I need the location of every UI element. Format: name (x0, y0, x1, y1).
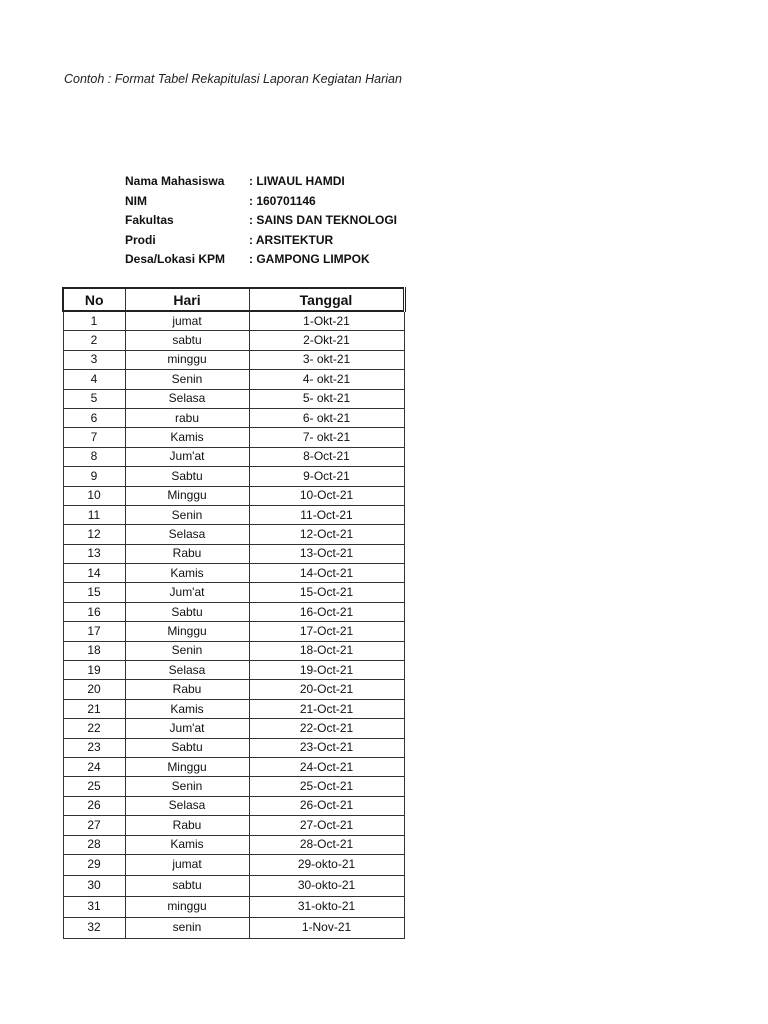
cell-hari: Minggu (125, 486, 249, 505)
cell-hari: Minggu (125, 622, 249, 641)
student-info (125, 172, 404, 270)
cell-no: 11 (63, 505, 125, 524)
info-label: Fakultas (125, 213, 174, 227)
cell-tanggal: 26-Oct-21 (249, 796, 404, 815)
cell-no: 9 (63, 467, 125, 486)
cell-hari: rabu (125, 408, 249, 427)
cell-no: 27 (63, 816, 125, 835)
table-row (63, 602, 404, 621)
cell-hari: Jum'at (125, 583, 249, 602)
cell-no: 7 (63, 428, 125, 447)
cell-hari: Sabtu (125, 467, 249, 486)
cell-no: 10 (63, 486, 125, 505)
info-value: : 160701146 (249, 193, 316, 208)
info-row-lokasi (125, 250, 404, 270)
cell-hari: senin (125, 917, 249, 938)
cell-tanggal: 18-Oct-21 (249, 641, 404, 660)
cell-tanggal: 22-Oct-21 (249, 719, 404, 738)
cell-tanggal: 16-Oct-21 (249, 602, 404, 621)
cell-tanggal: 7- okt-21 (249, 428, 404, 447)
cell-no: 12 (63, 525, 125, 544)
cell-tanggal: 23-Oct-21 (249, 738, 404, 757)
cell-hari: Minggu (125, 757, 249, 776)
cell-no: 32 (63, 917, 125, 938)
cell-no: 20 (63, 680, 125, 699)
cell-tanggal: 4- okt-21 (249, 370, 404, 389)
table-row (63, 757, 404, 776)
cell-no: 5 (63, 389, 125, 408)
table-row (63, 854, 404, 875)
cell-no: 15 (63, 583, 125, 602)
cell-hari: Rabu (125, 544, 249, 563)
cell-tanggal: 6- okt-21 (249, 408, 404, 427)
cell-tanggal: 13-Oct-21 (249, 544, 404, 563)
cell-tanggal: 12-Oct-21 (249, 525, 404, 544)
table-row (63, 486, 404, 505)
cell-no: 2 (63, 331, 125, 350)
cell-tanggal: 14-Oct-21 (249, 564, 404, 583)
table-row (63, 738, 404, 757)
table-row (63, 816, 404, 835)
table-row (63, 583, 404, 602)
info-label: NIM (125, 193, 147, 208)
cell-tanggal: 1-Nov-21 (249, 917, 404, 938)
cell-no: 29 (63, 854, 125, 875)
cell-hari: Rabu (125, 816, 249, 835)
info-row-nama (125, 172, 404, 192)
cell-hari: Kamis (125, 428, 249, 447)
cell-hari: Jum'at (125, 447, 249, 466)
cell-hari: minggu (125, 896, 249, 917)
cell-no: 14 (63, 564, 125, 583)
cell-tanggal: 20-Oct-21 (249, 680, 404, 699)
cell-hari: Senin (125, 370, 249, 389)
cell-no: 23 (63, 738, 125, 757)
cell-tanggal: 29-okto-21 (249, 854, 404, 875)
table-row (63, 370, 404, 389)
info-value: : ARSITEKTUR (249, 232, 334, 247)
cell-no: 21 (63, 699, 125, 718)
cell-no: 25 (63, 777, 125, 796)
table-row (63, 680, 404, 699)
table-row (63, 564, 404, 583)
cell-tanggal: 31-okto-21 (249, 896, 404, 917)
cell-hari: Sabtu (125, 602, 249, 621)
table-row (63, 896, 404, 917)
cell-no: 16 (63, 602, 125, 621)
info-value: : LIWAUL HAMDI (249, 174, 345, 188)
cell-hari: jumat (125, 854, 249, 875)
table-row (63, 641, 404, 660)
cell-hari: Sabtu (125, 738, 249, 757)
cell-tanggal: 27-Oct-21 (249, 816, 404, 835)
info-value: : SAINS DAN TEKNOLOGI (249, 213, 398, 227)
cell-tanggal: 5- okt-21 (249, 389, 404, 408)
cell-hari: sabtu (125, 331, 249, 350)
cell-hari: Senin (125, 641, 249, 660)
header-tanggal: Tanggal (249, 288, 404, 311)
table-row (63, 544, 404, 563)
table-row (63, 622, 404, 641)
table-row (63, 350, 404, 369)
cell-no: 26 (63, 796, 125, 815)
cell-hari: Senin (125, 777, 249, 796)
cell-hari: Selasa (125, 661, 249, 680)
table-row (63, 505, 404, 524)
cell-no: 6 (63, 408, 125, 427)
cell-tanggal: 19-Oct-21 (249, 661, 404, 680)
table-header-row (63, 288, 404, 311)
table-row (63, 428, 404, 447)
cell-no: 13 (63, 544, 125, 563)
cell-hari: Kamis (125, 699, 249, 718)
table-row (63, 389, 404, 408)
cell-hari: Rabu (125, 680, 249, 699)
table-row (63, 408, 404, 427)
table-row (63, 699, 404, 718)
cell-tanggal: 11-Oct-21 (249, 505, 404, 524)
header-hari: Hari (125, 288, 249, 311)
table-body (63, 311, 404, 938)
cell-tanggal: 28-Oct-21 (249, 835, 404, 854)
table-row (63, 796, 404, 815)
cell-no: 22 (63, 719, 125, 738)
table-row (63, 447, 404, 466)
rekap-table (62, 287, 406, 939)
cell-hari: jumat (125, 311, 249, 331)
cell-tanggal: 8-Oct-21 (249, 447, 404, 466)
cell-hari: Kamis (125, 564, 249, 583)
cell-no: 24 (63, 757, 125, 776)
cell-hari: Jum'at (125, 719, 249, 738)
info-label: Prodi (125, 232, 156, 247)
cell-no: 8 (63, 447, 125, 466)
cell-tanggal: 25-Oct-21 (249, 777, 404, 796)
info-value: : GAMPONG LIMPOK (249, 252, 370, 266)
cell-tanggal: 3- okt-21 (249, 350, 404, 369)
cell-tanggal: 2-Okt-21 (249, 331, 404, 350)
cell-hari: Selasa (125, 525, 249, 544)
cell-no: 3 (63, 350, 125, 369)
table-row (63, 525, 404, 544)
cell-tanggal: 24-Oct-21 (249, 757, 404, 776)
cell-no: 17 (63, 622, 125, 641)
info-row-nim (125, 192, 404, 212)
cell-hari: Selasa (125, 796, 249, 815)
table-row (63, 661, 404, 680)
cell-tanggal: 15-Oct-21 (249, 583, 404, 602)
cell-no: 30 (63, 875, 125, 896)
cell-tanggal: 21-Oct-21 (249, 699, 404, 718)
info-row-prodi (125, 231, 404, 251)
table-row (63, 917, 404, 938)
cell-no: 4 (63, 370, 125, 389)
cell-tanggal: 10-Oct-21 (249, 486, 404, 505)
table-row (63, 777, 404, 796)
info-label: Desa/Lokasi KPM (125, 252, 226, 266)
cell-hari: Kamis (125, 835, 249, 854)
table-row (63, 719, 404, 738)
cell-tanggal: 30-okto-21 (249, 875, 404, 896)
table-row (63, 331, 404, 350)
cell-no: 18 (63, 641, 125, 660)
info-row-fakultas (125, 211, 404, 231)
table-row (63, 311, 404, 331)
cell-hari: Selasa (125, 389, 249, 408)
cell-no: 19 (63, 661, 125, 680)
cell-no: 31 (63, 896, 125, 917)
table-row (63, 467, 404, 486)
cell-no: 1 (63, 311, 125, 331)
cell-tanggal: 9-Oct-21 (249, 467, 404, 486)
cell-tanggal: 17-Oct-21 (249, 622, 404, 641)
cell-hari: sabtu (125, 875, 249, 896)
document-title: Contoh : Format Tabel Rekapitulasi Laporan Kegiatan Harian (64, 72, 402, 86)
header-no: No (63, 288, 125, 311)
table-row (63, 835, 404, 854)
cell-hari: Senin (125, 505, 249, 524)
cell-no: 28 (63, 835, 125, 854)
cell-hari: minggu (125, 350, 249, 369)
table-row (63, 875, 404, 896)
cell-tanggal: 1-Okt-21 (249, 311, 404, 331)
info-label: Nama Mahasiswa (125, 174, 225, 188)
